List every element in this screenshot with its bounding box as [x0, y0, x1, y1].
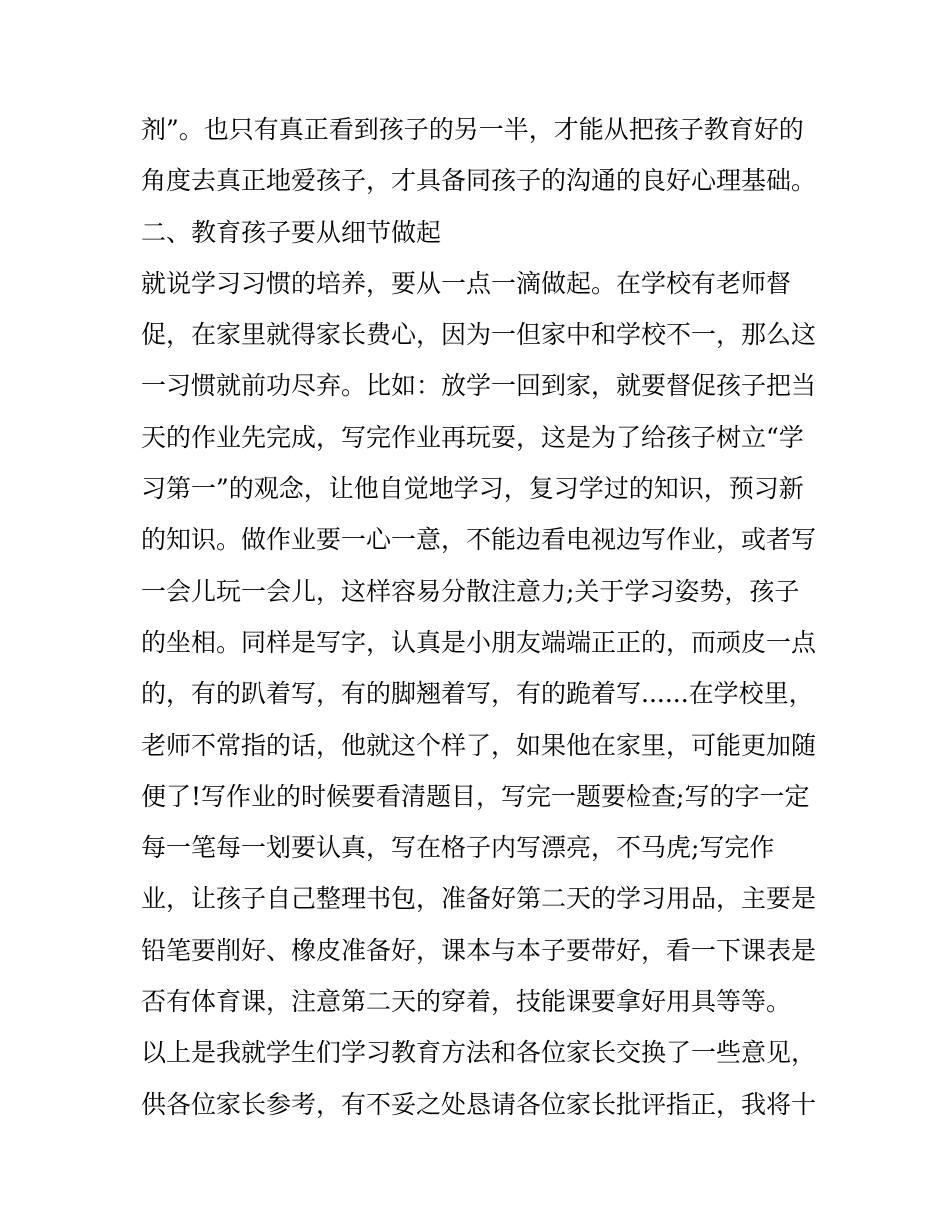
- text-line: 供各位家长参考，有不妥之处恳请各位家长批评指正，我将十: [141, 1089, 817, 1119]
- text-line: 的坐相。同样是写字，认真是小朋友端端正正的，而顽皮一点: [141, 627, 817, 657]
- text-line: 业，让孩子自己整理书包，准备好第二天的学习用品，主要是: [141, 884, 817, 914]
- text-line: 老师不常指的话，他就这个样了，如果他在家里，可能更加随: [141, 730, 817, 760]
- text-line: 便了!写作业的时候要看清题目，写完一题要检查;写的字一定: [141, 781, 810, 811]
- text-line: 的，有的趴着写，有的脚翘着写，有的跪着写......在学校里，: [141, 679, 814, 709]
- text-line: 一会儿玩一会儿，这样容易分散注意力;关于学习姿势，孩子: [141, 576, 800, 606]
- text-line: 天的作业先完成，写完作业再玩耍，这是为了给孩子树立“学: [141, 422, 804, 452]
- text-line: 一习惯就前功尽弃。比如：放学一回到家，就要督促孩子把当: [141, 371, 817, 401]
- text-line: 促，在家里就得家长费心，因为一但家中和学校不一，那么这: [141, 320, 817, 350]
- text-line: 剂”。也只有真正看到孩子的另一半，才能从把孩子教育好的: [141, 115, 804, 144]
- text-line: 就说学习习惯的培养，要从一点一滴做起。在学校有老师督: [141, 268, 792, 298]
- body-text: [141, 104, 831, 1130]
- text-line: 角度去真正地爱孩子，才具备同孩子的沟通的良好心理基础。: [141, 166, 817, 196]
- section-heading: 二、教育孩子要从细节做起: [141, 217, 442, 247]
- text-line: 每一笔每一划要认真，写在格子内写漂亮，不马虎;写完作: [141, 833, 775, 863]
- text-line: 的知识。做作业要一心一意，不能边看电视边写作业，或者写: [141, 525, 817, 555]
- text-line: 否有体育课，注意第二天的穿着，技能课要拿好用具等等。: [141, 987, 792, 1017]
- text-line: 铅笔要削好、橡皮准备好，课本与本子要带好，看一下课表是: [141, 935, 817, 965]
- text-line: 以上是我就学生们学习教育方法和各位家长交换了一些意见，: [141, 1038, 817, 1068]
- text-line: 习第一”的观念，让他自觉地学习，复习学过的知识，预习新: [141, 474, 804, 504]
